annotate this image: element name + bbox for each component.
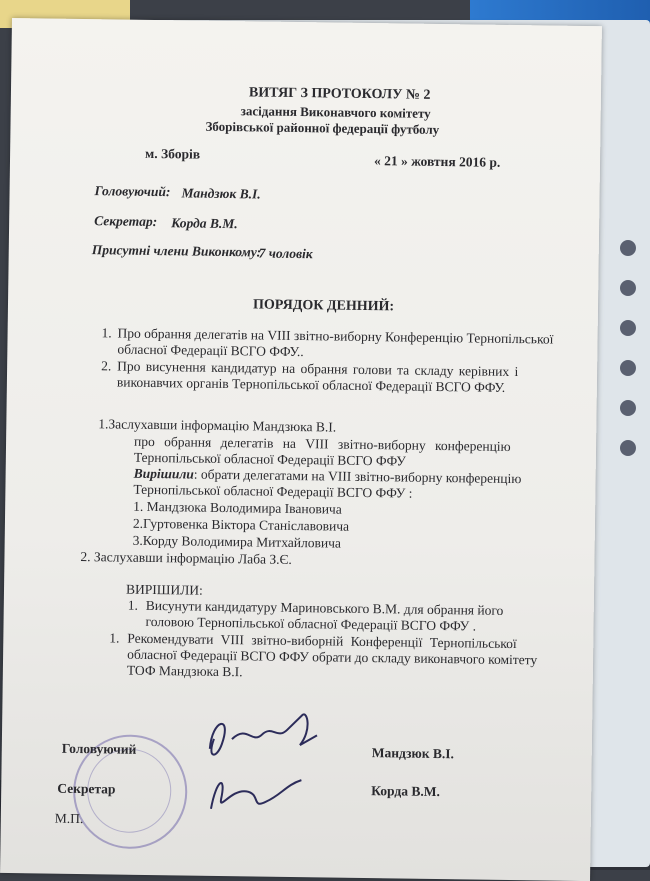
delegate-item: 3.Корду Володимира Митхайловича: [132, 532, 342, 551]
agenda-item-text: Про висунення кандидатур на обрання голови та складу керівних і: [117, 358, 519, 380]
secretary-name: Корда В.М.: [171, 215, 238, 232]
signatures: [191, 699, 343, 831]
present-count: 7 чоловік: [258, 245, 313, 262]
item1-heard: 1.Заслухавши інформацію Мандзюка В.І.: [98, 416, 337, 435]
decision-text: Рекомендувати VIII звітно-виборній Конференції Тернопільської: [127, 630, 517, 652]
present-label: Присутні члени Виконкому:: [91, 242, 262, 260]
seal-label: М.П.: [54, 810, 84, 827]
agenda-item-text: обласної Федерації ВСГО ФФУ..: [117, 341, 304, 360]
sign-chair-name: Мандзюк В.І.: [371, 745, 455, 762]
item1-decided-cont: Тернопільської обласної Федерації ВСГО ФФУ :: [133, 481, 413, 501]
agenda-heading: ПОРЯДОК ДЕННИЙ:: [252, 297, 395, 315]
item1-decided-text: : обрати делегатами на VIII звітно-виборну конференцію: [193, 466, 522, 487]
chair-label: Головуючий:: [94, 183, 171, 200]
item1-about-line: про обрання делегатів на VIII звітно-виборну конференцію: [133, 433, 511, 455]
item1-decided-label: Вирішили: [133, 465, 194, 482]
decision-text: ТОФ Мандзюка В.І.: [126, 662, 243, 680]
decision-number: 1.: [127, 597, 139, 613]
place: м. Зборів: [145, 145, 201, 162]
document-page: [0, 18, 602, 881]
sign-secretary-name: Корда В.М.: [371, 783, 441, 800]
decision-number: 1.: [109, 630, 120, 646]
item1-about-line: Тернопільської обласної Федерації ВСГО ФФУ: [133, 449, 406, 469]
item2-heard: 2. Заслухавши інформацію Лаба З.Є.: [80, 549, 292, 567]
secretary-label: Секретар:: [94, 213, 158, 230]
delegate-item: 2.Гуртовенка Віктора Станіславовича: [132, 515, 350, 534]
punch-holes: [620, 240, 642, 480]
date: « 21 » жовтня 2016 р.: [373, 153, 501, 170]
agenda-item-text: Про обрання делегатів на VIII звітно-виборну Конференцію Тернопільської: [117, 325, 554, 347]
agenda-item-number: 1.: [101, 325, 112, 341]
sign-chair-label: Головуючий: [61, 740, 137, 757]
chair-name: Мандзюк В.І.: [181, 185, 261, 202]
decision-text: обласної Федерації ВСГО ФФУ обрати до складу виконавчого комітету: [127, 646, 538, 668]
decision-text: головою Тернопільської обласної Федерації ВСГО ФФУ .: [145, 613, 477, 634]
sign-secretary-label: Секретар: [57, 780, 116, 797]
document-title: ВИТЯГ З ПРОТОКОЛУ № 2: [248, 85, 431, 103]
delegate-item: 1. Мандзюка Володимира Івановича: [133, 498, 342, 517]
document-subtitle-2: Зборівської районної федерації футболу: [205, 118, 440, 137]
document-subtitle-1: засідання Виконавчого комітету: [240, 103, 431, 121]
item2-decided: ВИРІШИЛИ:: [125, 581, 203, 598]
decision-text: Висунути кандидатуру Мариновського В.М. для обрання його: [145, 597, 504, 618]
agenda-item-number: 2.: [101, 358, 112, 374]
agenda-item-text: виконавчих органів Тернопільської обласної Федерації ВСГО ФФУ.: [116, 374, 506, 395]
